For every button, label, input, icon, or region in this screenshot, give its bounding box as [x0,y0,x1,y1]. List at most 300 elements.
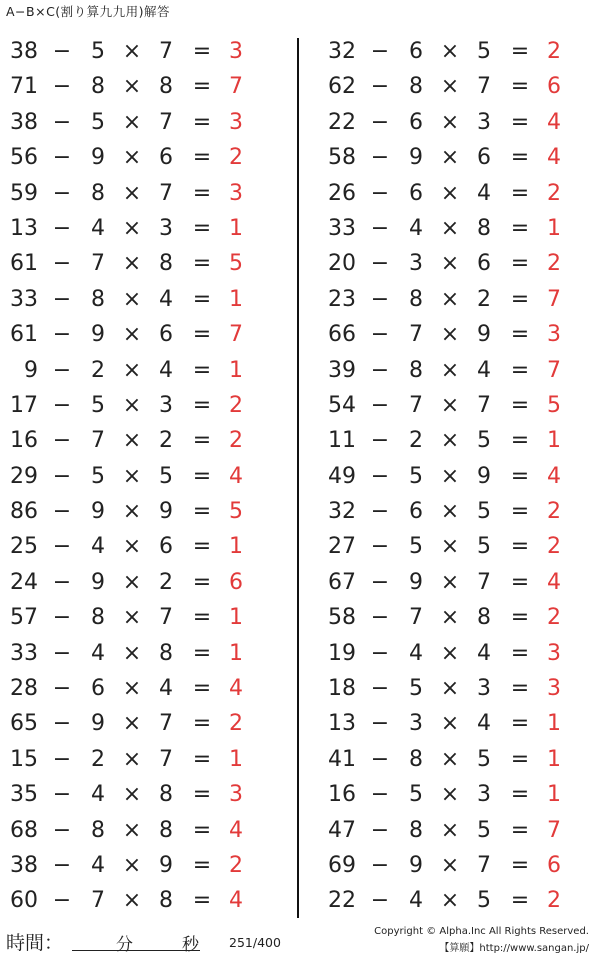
minus-sign: − [52,640,72,666]
multiplicand: 8 [409,74,423,100]
multiplier: 8 [477,605,491,631]
times-sign: × [122,251,142,277]
times-sign: × [122,640,142,666]
times-sign: × [122,888,142,914]
answer: 1 [229,746,243,772]
problem-row [0,318,280,353]
answer: 2 [547,605,561,631]
answer: 4 [547,463,561,489]
answer: 6 [547,852,561,878]
problem-row [0,637,280,672]
problem-row [0,884,280,919]
times-sign: × [440,640,460,666]
times-sign: × [122,322,142,348]
multiplier: 7 [477,392,491,418]
minus-sign: − [370,534,390,560]
multiplicand: 8 [409,357,423,383]
times-sign: × [122,145,142,171]
equals-sign: = [510,74,530,100]
times-sign: × [122,428,142,454]
times-sign: × [440,286,460,312]
minus-sign: − [52,322,72,348]
answer: 7 [547,817,561,843]
answer: 1 [547,711,561,737]
answer: 4 [547,145,561,171]
answer: 1 [229,286,243,312]
minus-sign: − [52,569,72,595]
multiplier: 6 [477,251,491,277]
minuend: 24 [10,569,38,595]
problem-row [0,212,280,247]
minus-sign: − [370,640,390,666]
times-sign: × [440,463,460,489]
equals-sign: = [510,39,530,64]
multiplier: 5 [477,428,491,454]
multiplicand: 4 [91,640,105,666]
multiplier: 8 [159,251,173,277]
equals-sign: = [510,676,530,702]
answer: 3 [547,676,561,702]
minus-sign: − [52,676,72,702]
multiplier: 6 [477,145,491,171]
equals-sign: = [510,746,530,772]
answer: 2 [547,499,561,525]
equals-sign: = [192,322,212,348]
multiplier: 5 [477,746,491,772]
multiplicand: 9 [91,145,105,171]
equals-sign: = [510,109,530,135]
multiplicand: 5 [91,109,105,135]
multiplier: 7 [159,180,173,206]
answer: 6 [229,569,243,595]
problem-row [318,849,598,884]
minutes-label: 分 [116,935,133,955]
multiplicand: 8 [409,817,423,843]
multiplier: 7 [159,711,173,737]
problem-row [318,601,598,636]
equals-sign: = [510,852,530,878]
minuend: 32 [328,499,356,525]
equals-sign: = [510,322,530,348]
multiplier: 3 [477,676,491,702]
time-blank-line [72,950,200,951]
multiplicand: 5 [409,676,423,702]
problem-row [0,460,280,495]
answer: 4 [547,569,561,595]
minus-sign: − [52,463,72,489]
multiplicand: 7 [91,428,105,454]
minus-sign: − [52,215,72,241]
answer: 3 [229,109,243,135]
minuend: 33 [328,215,356,241]
answer: 1 [229,534,243,560]
times-sign: × [122,782,142,808]
problem-row [0,35,280,70]
problem-row [318,672,598,707]
answer: 5 [547,392,561,418]
multiplicand: 6 [409,180,423,206]
minuend: 28 [10,676,38,702]
minus-sign: − [52,817,72,843]
problem-row [318,389,598,424]
times-sign: × [122,605,142,631]
multiplicand: 5 [409,782,423,808]
minus-sign: − [370,251,390,277]
times-sign: × [440,39,460,64]
times-sign: × [440,888,460,914]
multiplier: 5 [477,499,491,525]
minus-sign: − [370,180,390,206]
answer: 2 [229,711,243,737]
minus-sign: − [370,428,390,454]
left-problem-column [0,35,280,920]
equals-sign: = [510,428,530,454]
times-sign: × [122,286,142,312]
minus-sign: − [370,711,390,737]
minuend: 20 [328,251,356,277]
problem-row [318,70,598,105]
equals-sign: = [192,357,212,383]
multiplicand: 4 [409,640,423,666]
multiplier: 3 [477,782,491,808]
times-sign: × [440,676,460,702]
multiplicand: 3 [409,251,423,277]
minuend: 69 [328,852,356,878]
right-problem-column [318,35,598,920]
minus-sign: − [52,392,72,418]
problem-row [318,530,598,565]
times-sign: × [440,746,460,772]
multiplicand: 9 [91,322,105,348]
times-sign: × [440,322,460,348]
multiplier: 5 [477,888,491,914]
problem-row [318,141,598,176]
minus-sign: − [370,888,390,914]
multiplier: 5 [159,463,173,489]
times-sign: × [122,109,142,135]
multiplier: 7 [159,39,173,64]
answer: 2 [547,534,561,560]
multiplicand: 9 [409,852,423,878]
multiplicand: 8 [409,286,423,312]
answer: 7 [229,322,243,348]
answer: 4 [229,676,243,702]
answer: 7 [547,357,561,383]
multiplier: 4 [477,180,491,206]
answer: 1 [229,640,243,666]
multiplicand: 5 [91,463,105,489]
multiplicand: 7 [409,605,423,631]
multiplicand: 2 [409,428,423,454]
equals-sign: = [192,180,212,206]
times-sign: × [440,180,460,206]
minus-sign: − [52,357,72,383]
minuend: 19 [328,640,356,666]
times-sign: × [122,392,142,418]
multiplier: 7 [477,569,491,595]
problem-row [318,354,598,389]
minus-sign: − [52,286,72,312]
problem-row [318,814,598,849]
multiplier: 7 [159,746,173,772]
equals-sign: = [192,605,212,631]
answer: 5 [229,251,243,277]
minuend: 86 [10,499,38,525]
equals-sign: = [192,215,212,241]
multiplier: 7 [477,852,491,878]
multiplicand: 4 [91,852,105,878]
multiplier: 4 [477,640,491,666]
multiplicand: 3 [409,711,423,737]
answer: 1 [547,746,561,772]
times-sign: × [122,215,142,241]
answer: 4 [229,817,243,843]
minus-sign: − [370,852,390,878]
minuend: 15 [10,746,38,772]
minus-sign: − [52,852,72,878]
answer: 1 [547,782,561,808]
problem-row [0,495,280,530]
answer: 2 [229,428,243,454]
minuend: 22 [328,888,356,914]
minuend: 47 [328,817,356,843]
minus-sign: − [370,322,390,348]
equals-sign: = [510,817,530,843]
minus-sign: − [52,251,72,277]
minus-sign: − [370,782,390,808]
equals-sign: = [510,215,530,241]
answer: 3 [229,782,243,808]
problem-row [0,247,280,282]
multiplier: 9 [159,852,173,878]
multiplicand: 7 [409,392,423,418]
multiplicand: 9 [91,569,105,595]
minuend: 62 [328,74,356,100]
minuend: 29 [10,463,38,489]
multiplicand: 5 [91,39,105,64]
equals-sign: = [510,640,530,666]
times-sign: × [122,817,142,843]
minus-sign: − [52,746,72,772]
minuend: 22 [328,109,356,135]
minuend: 11 [328,428,356,454]
problem-row [318,318,598,353]
problem-row [318,707,598,742]
multiplicand: 9 [91,711,105,737]
time-label: 時間： [6,932,64,954]
minus-sign: − [370,109,390,135]
times-sign: × [440,428,460,454]
copyright-notice: Copyright © Alpha.Inc All Rights Reserved. [374,926,589,937]
problem-row [0,814,280,849]
minuend: 60 [10,888,38,914]
answer: 1 [547,215,561,241]
times-sign: × [440,534,460,560]
minuend: 58 [328,605,356,631]
multiplier: 2 [477,286,491,312]
minuend: 57 [10,605,38,631]
answer: 5 [229,499,243,525]
minuend: 25 [10,534,38,560]
minuend: 13 [10,215,38,241]
minuend: 16 [328,782,356,808]
multiplier: 9 [477,322,491,348]
multiplier: 4 [159,286,173,312]
minuend: 9 [24,357,38,383]
multiplicand: 4 [91,534,105,560]
multiplicand: 8 [91,74,105,100]
equals-sign: = [192,286,212,312]
times-sign: × [440,817,460,843]
minuend: 58 [328,145,356,171]
minus-sign: − [370,746,390,772]
multiplier: 7 [159,109,173,135]
times-sign: × [122,463,142,489]
answer: 2 [229,392,243,418]
minuend: 38 [10,39,38,64]
multiplier: 8 [159,888,173,914]
equals-sign: = [510,534,530,560]
equals-sign: = [192,746,212,772]
times-sign: × [122,180,142,206]
multiplier: 8 [159,817,173,843]
multiplier: 6 [159,145,173,171]
times-sign: × [122,74,142,100]
minuend: 68 [10,817,38,843]
times-sign: × [122,357,142,383]
multiplicand: 5 [409,463,423,489]
minuend: 66 [328,322,356,348]
equals-sign: = [192,251,212,277]
minuend: 18 [328,676,356,702]
equals-sign: = [192,109,212,135]
multiplier: 5 [477,39,491,64]
minus-sign: − [52,782,72,808]
minus-sign: − [52,39,72,64]
multiplicand: 5 [409,534,423,560]
problem-row [0,424,280,459]
minus-sign: − [370,569,390,595]
multiplicand: 8 [91,605,105,631]
multiplier: 3 [159,392,173,418]
problem-row [318,637,598,672]
equals-sign: = [510,463,530,489]
equals-sign: = [510,711,530,737]
equals-sign: = [192,711,212,737]
multiplicand: 5 [91,392,105,418]
equals-sign: = [192,888,212,914]
answer: 1 [229,215,243,241]
problem-row [0,106,280,141]
answer: 4 [229,888,243,914]
times-sign: × [440,782,460,808]
equals-sign: = [510,499,530,525]
problem-row [0,743,280,778]
multiplicand: 6 [409,499,423,525]
problem-row [318,106,598,141]
equals-sign: = [192,640,212,666]
multiplicand: 8 [409,746,423,772]
times-sign: × [122,711,142,737]
problem-row [0,566,280,601]
equals-sign: = [510,569,530,595]
equals-sign: = [510,357,530,383]
answer: 2 [547,888,561,914]
times-sign: × [122,499,142,525]
minuend: 56 [10,145,38,171]
equals-sign: = [192,145,212,171]
times-sign: × [440,251,460,277]
problem-row [0,530,280,565]
answer: 4 [229,463,243,489]
minuend: 59 [10,180,38,206]
page-number: 251/400 [229,935,281,950]
answer: 1 [229,357,243,383]
multiplicand: 8 [91,180,105,206]
minus-sign: − [370,817,390,843]
problem-row [0,389,280,424]
minuend: 38 [10,109,38,135]
equals-sign: = [510,251,530,277]
minus-sign: − [370,499,390,525]
problem-row [0,601,280,636]
problem-row [318,177,598,212]
problem-row [318,495,598,530]
equals-sign: = [192,428,212,454]
equals-sign: = [192,534,212,560]
minuend: 32 [328,39,356,64]
problem-row [318,566,598,601]
multiplier: 4 [477,357,491,383]
equals-sign: = [192,74,212,100]
multiplicand: 7 [409,322,423,348]
minus-sign: − [370,357,390,383]
answer: 2 [547,180,561,206]
times-sign: × [122,534,142,560]
multiplier: 4 [159,676,173,702]
times-sign: × [440,605,460,631]
minuend: 33 [10,286,38,312]
minus-sign: − [370,286,390,312]
minuend: 39 [328,357,356,383]
minuend: 35 [10,782,38,808]
multiplier: 6 [159,534,173,560]
problem-row [0,672,280,707]
minus-sign: − [370,145,390,171]
multiplicand: 7 [91,888,105,914]
times-sign: × [122,676,142,702]
minuend: 27 [328,534,356,560]
equals-sign: = [510,605,530,631]
minus-sign: − [370,392,390,418]
problem-row [318,460,598,495]
times-sign: × [122,39,142,64]
multiplier: 7 [477,74,491,100]
minus-sign: − [370,39,390,64]
answer: 6 [547,74,561,100]
multiplier: 8 [159,74,173,100]
equals-sign: = [510,392,530,418]
problem-row [318,283,598,318]
multiplier: 3 [159,215,173,241]
times-sign: × [122,746,142,772]
times-sign: × [440,569,460,595]
minus-sign: − [52,605,72,631]
times-sign: × [440,74,460,100]
problem-row [0,177,280,212]
multiplier: 2 [159,569,173,595]
multiplier: 3 [477,109,491,135]
